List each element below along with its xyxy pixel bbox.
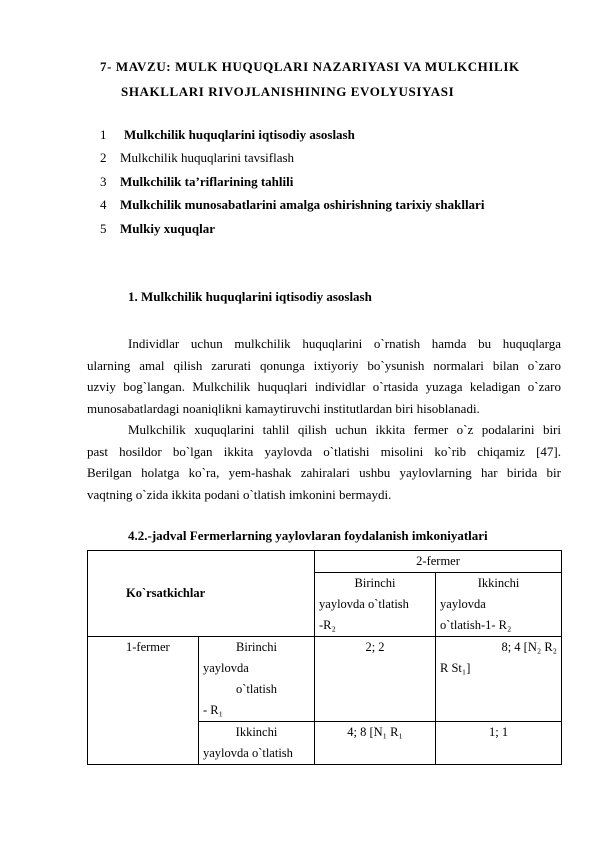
page-title-line-1: 7- MAVZU: MULK HUQUQLARI NAZARIYASI VA MULKCHILIK (100, 59, 520, 74)
row1-col1-value: 2; 2 (315, 637, 436, 722)
row2-label: Ikkinchi yaylovda o`tlatish (199, 722, 315, 765)
paragraph-1 (87, 333, 561, 419)
paragraph-line: vaqtning o`zida ikkita podani o`tlatish imkonini bermaydi. (87, 486, 392, 502)
row2-col2-value: 1; 1 (436, 722, 562, 765)
header-col-first-pasture: Birinchi yaylovda o`tlatish -R₂ (315, 573, 436, 637)
toc-item: 2 Mulkchilik huquqlarini tavsiflash (100, 150, 295, 165)
row-farmer-1: 1-fermer (88, 637, 199, 765)
toc-item: 4 Mulkchilik munosabatlarini amalga oshirishning tarixiy shakllari (100, 197, 485, 212)
table-caption: 4.2.-jadval Fermerlarning yaylovlaran foydalanish imkoniyatlari (128, 528, 488, 543)
row1-label: Birinchi yaylovda o`tlatish - R₁ (199, 637, 315, 722)
header-farmer-2: 2-fermer (315, 551, 562, 573)
toc-item: 3 Mulkchilik ta’riflarining tahlili (100, 174, 294, 189)
toc-item: 5 Mulkiy xuquqlar (100, 221, 216, 236)
paragraph-line: ularning amal qilish zarurati qonunga ixtiyoriy bo`ysunish normalari bilan o`zaro (87, 357, 561, 373)
farmers-pasture-table (87, 550, 562, 765)
header-indicators-label: Ko`rsatkichlar (126, 586, 206, 600)
page-title-line-2: SHAKLLARI RIVOJLANISHINING EVOLYUSIYASI (121, 84, 455, 99)
section-heading: 1. Mulkchilik huquqlarini iqtisodiy asoslash (128, 289, 372, 304)
header-indicators-cell (88, 551, 315, 637)
paragraph-2 (87, 419, 561, 505)
paragraph-line: munosabatlardagi noaniqlikni kamaytiruvchi institutlardan biri hisoblanadi. (87, 400, 480, 416)
paragraph-line: past hosildor bo`lgan ikkita yaylovda o`tlatishi misolini ko`rib chiqamiz [47]. (87, 443, 561, 459)
paragraph-line: uzviy bog`langan. Mulkchilik huquqlari individlar o`rtasida yuzaga keladigan o`zaro (87, 379, 561, 394)
row1-col2-value: 8; 4 [N₂ R₂ R St₁] (436, 637, 562, 722)
paragraph-line: Mulkchilik xuquqlarini tahlil qilish uchun ikkita fermer o`z podalarini biri (128, 422, 561, 437)
header-col-second-pasture: Ikkinchi yaylovda o`tlatish-1- R₂ (436, 573, 562, 637)
paragraph-line: Berilgan holatga ko`ra, yem-hashak zahiralari ushbu yaylovlarning har birida bir (87, 465, 561, 480)
row2-col1-value: 4; 8 [N₁ R₁ (315, 722, 436, 765)
paragraph-line: Individlar uchun mulkchilik huquqlarini o`rnatish hamda bu huquqlarga (128, 336, 561, 351)
toc-item: 1 Mulkchilik huquqlarini iqtisodiy asoslash (100, 127, 355, 142)
